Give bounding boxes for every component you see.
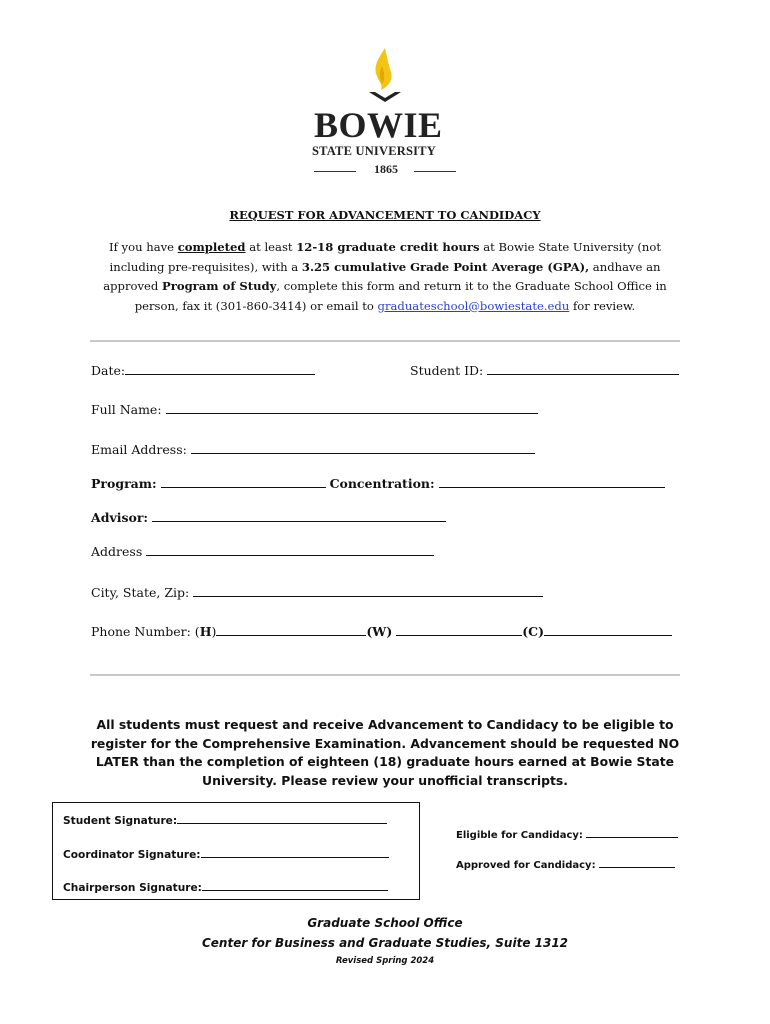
city-input-line[interactable] bbox=[193, 585, 543, 597]
flame-torch-icon bbox=[355, 46, 415, 106]
divider-top bbox=[90, 340, 680, 342]
address-field bbox=[91, 544, 434, 559]
logo-wordmark: BOWIE bbox=[314, 105, 443, 145]
phone-c-label: (C) bbox=[522, 624, 545, 639]
phone-label: Phone Number: ( bbox=[91, 624, 200, 639]
form-title: REQUEST FOR ADVANCEMENT TO CANDIDACY bbox=[229, 208, 541, 222]
full-name-label: Full Name: bbox=[91, 402, 162, 417]
advisor-field bbox=[91, 510, 446, 525]
phone-work-input-line[interactable] bbox=[396, 624, 522, 636]
eligible-input-line[interactable] bbox=[586, 826, 678, 838]
university-logo bbox=[300, 46, 470, 181]
email-field bbox=[91, 442, 535, 457]
intro-text: If you have bbox=[109, 240, 178, 254]
coordinator-signature-label: Coordinator Signature: bbox=[63, 849, 201, 861]
full-name-input-line[interactable] bbox=[166, 402, 538, 414]
approved-input-line[interactable] bbox=[599, 856, 675, 868]
eligibility-notice: All students must request and receive Advancement to Candidacy to be eligible to register for the Comprehensive Examination. Advancement should be requested NO LATER than the completion of eighteen (18) graduate hours earned at Bowie State University. Please review your unofficial transcripts. bbox=[90, 717, 680, 788]
footer-office: Graduate School Office bbox=[307, 916, 463, 930]
phone-label-close: ) bbox=[211, 624, 217, 639]
intro-text: at least bbox=[245, 240, 297, 254]
approved-field bbox=[456, 856, 675, 871]
phone-cell-input-line[interactable] bbox=[544, 624, 672, 636]
coordinator-signature-line[interactable] bbox=[201, 846, 389, 858]
intro-hours: 12-18 graduate credit hours bbox=[296, 240, 480, 254]
advisor-input-line[interactable] bbox=[152, 510, 446, 522]
intro-gpa: 3.25 cumulative Grade Point Average (GPA), bbox=[301, 259, 590, 274]
intro-completed: completed bbox=[177, 240, 246, 254]
program-input-line[interactable] bbox=[161, 476, 326, 488]
eligible-field bbox=[456, 826, 678, 841]
city-label: City, State, Zip: bbox=[91, 585, 190, 600]
student-signature-line[interactable] bbox=[177, 812, 387, 824]
chairperson-signature-row bbox=[63, 879, 388, 894]
phone-h-label: H bbox=[199, 624, 212, 639]
advisor-label: Advisor: bbox=[91, 510, 149, 525]
chairperson-signature-label: Chairperson Signature: bbox=[63, 882, 202, 894]
phone-w-label: (W) bbox=[366, 624, 393, 639]
intro-program: Program of Study bbox=[162, 279, 277, 293]
chairperson-signature-line[interactable] bbox=[202, 879, 388, 891]
email-input-line[interactable] bbox=[191, 442, 535, 454]
address-label: Address bbox=[91, 544, 143, 559]
concentration-input-line[interactable] bbox=[439, 476, 665, 488]
email-link[interactable]: graduateschool@bowiestate.edu bbox=[377, 298, 570, 313]
footer-revised: Revised Spring 2024 bbox=[335, 956, 435, 966]
intro-text: , complete this form and return it to the Graduate School Office in person, fax it (301-860-3414) or email to bbox=[134, 279, 667, 313]
approved-label: Approved for Candidacy: bbox=[456, 860, 596, 871]
eligible-label: Eligible for Candidacy: bbox=[456, 830, 583, 841]
logo-divider-right bbox=[414, 171, 456, 172]
logo-subtitle: STATE UNIVERSITY bbox=[312, 144, 436, 158]
student-signature-label: Student Signature: bbox=[63, 815, 178, 827]
address-input-line[interactable] bbox=[146, 544, 434, 556]
intro-text: andhave an approved bbox=[103, 259, 661, 293]
phone-home-input-line[interactable] bbox=[216, 624, 366, 636]
date-input-line[interactable] bbox=[125, 363, 315, 375]
program-label: Program: bbox=[91, 476, 157, 491]
student-signature-row bbox=[63, 812, 387, 827]
signature-box bbox=[52, 802, 420, 900]
city-field bbox=[91, 585, 543, 600]
student-id-field bbox=[410, 363, 679, 378]
intro-text: for review. bbox=[569, 298, 636, 313]
email-label: Email Address: bbox=[91, 442, 187, 457]
coordinator-signature-row bbox=[63, 846, 389, 861]
phone-field bbox=[91, 624, 672, 639]
footer-location: Center for Business and Graduate Studies, Suite 1312 bbox=[201, 936, 569, 950]
intro-text: at Bowie State University (not including pre-requisites), with a bbox=[109, 240, 661, 274]
full-name-field bbox=[91, 402, 538, 417]
divider-bottom bbox=[90, 674, 680, 676]
program-field bbox=[91, 476, 665, 491]
concentration-label: Concentration: bbox=[329, 476, 435, 491]
student-id-label: Student ID: bbox=[410, 363, 484, 378]
date-label: Date: bbox=[91, 363, 126, 378]
student-id-input-line[interactable] bbox=[487, 363, 679, 375]
logo-year: 1865 bbox=[374, 162, 398, 176]
intro-paragraph bbox=[100, 238, 670, 316]
date-field bbox=[91, 363, 315, 378]
